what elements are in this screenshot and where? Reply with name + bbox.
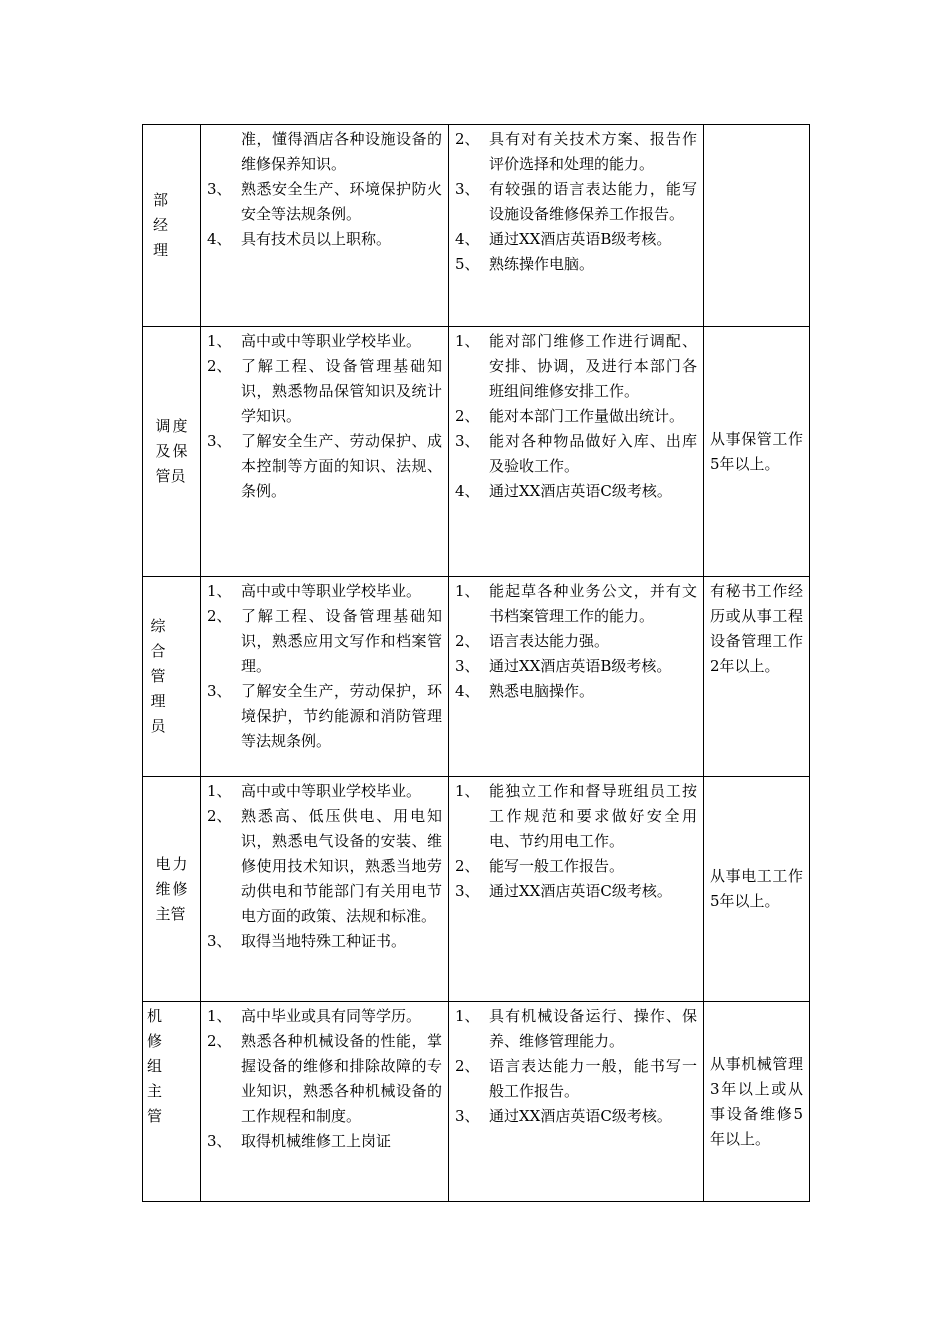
list-item: 1、 高中或中等职业学校毕业。	[207, 582, 422, 600]
knowledge-cell	[201, 1002, 449, 1202]
table-row-admin-manager	[143, 577, 810, 777]
list-item: 2、 了解工程、设备管理基础知识，熟悉应用文写作和档案管理。	[207, 607, 442, 675]
ability-cell	[449, 777, 704, 1002]
list-item: 1、 能独立工作和督导班组员工按工作规范和要求做好安全用电、节约用电工作。	[455, 782, 697, 850]
list-item: 3、 熟悉安全生产、环境保护防火安全等法规条例。	[207, 180, 442, 223]
role-label: 部经理	[153, 191, 177, 259]
role-cell	[143, 577, 201, 777]
list-item: 4、 熟悉电脑操作。	[455, 682, 595, 700]
list-item: 2、 熟悉高、低压供电、用电知识，熟悉电气设备的安装、维修使用技术知识，熟悉当地劳动供电和节能部门有关用电节电方面的政策、法规和标准。	[207, 807, 442, 925]
list-item: 4、 具有技术员以上职称。	[207, 230, 392, 248]
knowledge-cell	[201, 327, 449, 577]
role-cell	[143, 777, 201, 1002]
list-item: 2、 语言表达能力一般，能书写一般工作报告。	[455, 1057, 697, 1100]
list-item: 2、 能对本部门工作量做出统计。	[455, 407, 685, 425]
list-item: 2、 了解工程、设备管理基础知识，熟悉物品保管知识及统计学知识。	[207, 357, 442, 425]
list-item: 1、 高中或中等职业学校毕业。	[207, 332, 422, 350]
experience-text: 从事电工工作5年以上。	[710, 867, 803, 910]
experience-text: 有秘书工作经历或从事工程设备管理工作2年以上。	[710, 582, 803, 675]
table-row-dept-manager	[143, 125, 810, 327]
list-item: 2、 具有对有关技术方案、报告作评价选择和处理的能力。	[455, 130, 697, 173]
role-cell	[143, 327, 201, 577]
list-item: 1、 高中或中等职业学校毕业。	[207, 782, 422, 800]
list-item: 3、 取得机械维修工上岗证	[207, 1132, 392, 1150]
role-label: 电力维修主管	[155, 854, 188, 923]
experience-cell	[704, 1002, 810, 1202]
role-cell	[143, 125, 201, 327]
list-item: 3、 通过XX酒店英语B级考核。	[455, 657, 672, 675]
list-item: 3、 有较强的语言表达能力，能写设施设备维修保养工作报告。	[455, 180, 697, 223]
list-item: 3、 了解安全生产，劳动保护，环境保护，节约能源和消防管理等法规条例。	[207, 682, 442, 750]
experience-cell	[704, 327, 810, 577]
ability-cell	[449, 577, 704, 777]
ability-cell	[449, 1002, 704, 1202]
knowledge-cell	[201, 777, 449, 1002]
list-item: 2、 熟悉各种机械设备的性能，掌握设备的维修和排除故障的专业知识，熟悉各种机械设备的工作规程和制度。	[207, 1032, 442, 1125]
role-cell	[143, 1002, 201, 1202]
table-row-dispatcher	[143, 327, 810, 577]
list-item: 3、 了解安全生产、劳动保护、成本控制等方面的知识、法规、条例。	[207, 432, 442, 500]
list-item: 2、 语言表达能力强。	[455, 632, 610, 650]
list-item: 3、 通过XX酒店英语C级考核。	[455, 882, 672, 900]
knowledge-cell	[201, 577, 449, 777]
list-item: 4、 通过XX酒店英语C级考核。	[455, 482, 672, 500]
experience-cell	[704, 577, 810, 777]
experience-text: 从事保管工作5年以上。	[710, 429, 803, 473]
list-item: 准，懂得酒店各种设施设备的维修保养知识。	[241, 130, 442, 173]
table-row-electrical-supervisor	[143, 777, 810, 1002]
knowledge-cell	[201, 125, 449, 327]
experience-cell	[704, 777, 810, 1002]
list-item: 1、 高中毕业或具有同等学历。	[207, 1007, 422, 1025]
list-item: 1、 具有机械设备运行、操作、保养、维修管理能力。	[455, 1007, 697, 1050]
ability-cell	[449, 125, 704, 327]
qualification-table	[142, 124, 810, 1202]
list-item: 1、 能起草各种业务公文，并有文书档案管理工作的能力。	[455, 582, 697, 625]
list-item: 3、 取得当地特殊工种证书。	[207, 932, 407, 950]
table-row-mechanical-supervisor	[143, 1002, 810, 1202]
list-item: 4、 通过XX酒店英语B级考核。	[455, 230, 672, 248]
list-item: 5、 熟练操作电脑。	[455, 255, 595, 273]
ability-cell	[449, 327, 704, 577]
role-label: 调度及保管员	[155, 417, 188, 485]
list-item: 3、 通过XX酒店英语C级考核。	[455, 1107, 672, 1125]
list-item: 3、 能对各种物品做好入库、出库及验收工作。	[455, 432, 697, 475]
experience-cell	[704, 125, 810, 327]
list-item: 1、 能对部门维修工作进行调配、安排、协调，及进行本部门各班组间维修安排工作。	[455, 332, 697, 400]
role-label: 机修组主管	[147, 1007, 171, 1125]
list-item: 2、 能写一般工作报告。	[455, 857, 625, 875]
experience-text: 从事机械管理3年以上或从事设备维修5年以上。	[710, 1054, 803, 1148]
role-label: 综合管理员	[150, 617, 174, 735]
